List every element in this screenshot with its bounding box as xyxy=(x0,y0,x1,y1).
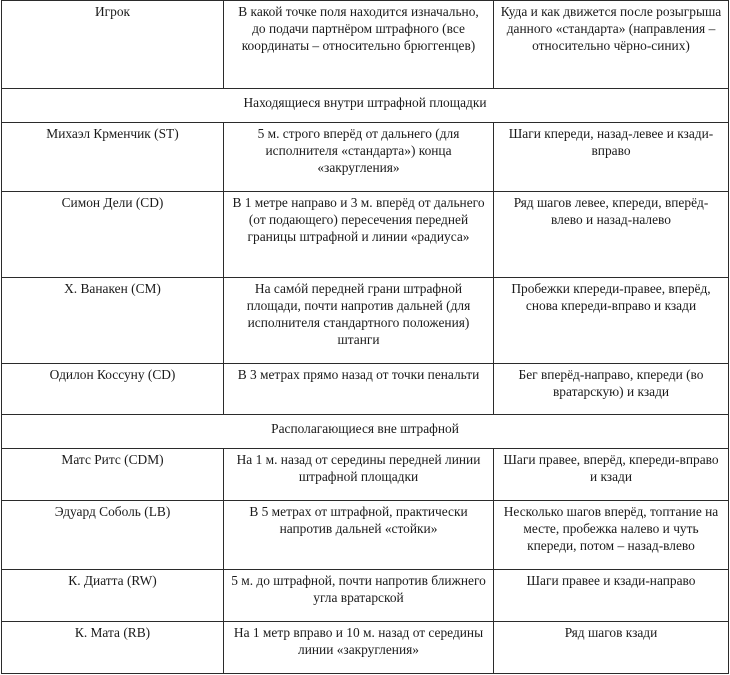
table-row xyxy=(2,364,729,415)
position-cell: 5 м. до штрафной, почти напротив ближнего угла вратарской xyxy=(224,570,494,622)
movement-cell: Ряд шагов кзади xyxy=(494,622,729,674)
movement-cell: Бег вперёд-направо, кпереди (во вратарскую) и кзади xyxy=(494,364,729,415)
player-cell: К. Мата (RB) xyxy=(2,622,224,674)
table-row xyxy=(2,622,729,674)
movement-cell: Несколько шагов вперёд, топтание на месте, пробежка налево и чуть кпереди, потом – назад-влево xyxy=(494,501,729,570)
movement-cell: Шаги правее и кзади-направо xyxy=(494,570,729,622)
movement-cell: Шаги кпереди, назад-левее и кзади-вправо xyxy=(494,123,729,192)
movement-cell: Шаги правее, вперёд, кпереди-вправо и кзади xyxy=(494,449,729,501)
section-row xyxy=(2,415,729,449)
table-row xyxy=(2,570,729,622)
position-cell: В 5 метрах от штрафной, практически напротив дальней «стойки» xyxy=(224,501,494,570)
header-player: Игрок xyxy=(2,1,224,89)
position-cell: На самóй передней грани штрафной площади, почти напротив дальней (для исполнителя стандартного положения) штанги xyxy=(224,278,494,364)
header-movement: Куда и как движется после розыгрыша данного «стандарта» (направления – относительно чёрно-синих) xyxy=(494,1,729,89)
table-row xyxy=(2,501,729,570)
section-row xyxy=(2,89,729,123)
player-cell: Эдуард Соболь (LB) xyxy=(2,501,224,570)
player-cell: Матс Ритс (CDM) xyxy=(2,449,224,501)
movement-cell: Пробежки кпереди-правее, вперёд, снова кпереди-вправо и кзади xyxy=(494,278,729,364)
position-cell: На 1 метр вправо и 10 м. назад от середины линии «закругления» xyxy=(224,622,494,674)
player-cell: К. Диатта (RW) xyxy=(2,570,224,622)
table-row xyxy=(2,449,729,501)
player-cell: Х. Ванакен (CM) xyxy=(2,278,224,364)
section-title-outside: Располагающиеся вне штрафной xyxy=(2,415,729,449)
players-table xyxy=(1,0,729,674)
table-row xyxy=(2,192,729,278)
player-cell: Симон Дели (CD) xyxy=(2,192,224,278)
player-cell: Михаэл Крменчик (ST) xyxy=(2,123,224,192)
position-cell: На 1 м. назад от середины передней линии штрафной площадки xyxy=(224,449,494,501)
player-cell: Одилон Коссуну (CD) xyxy=(2,364,224,415)
section-title-inside: Находящиеся внутри штрафной площадки xyxy=(2,89,729,123)
position-cell: В 1 метре направо и 3 м. вперёд от дальнего (от подающего) пересечения передней границы штрафной и линии «радиуса» xyxy=(224,192,494,278)
movement-cell: Ряд шагов левее, кпереди, вперёд-влево и назад-налево xyxy=(494,192,729,278)
table-row xyxy=(2,278,729,364)
position-cell: 5 м. строго вперёд от дальнего (для исполнителя «стандарта») конца «закругления» xyxy=(224,123,494,192)
header-position: В какой точке поля находится изначально, до подачи партнёром штрафного (все координаты – относительно брюггенцев) xyxy=(224,1,494,89)
header-row xyxy=(2,1,729,89)
table-row xyxy=(2,123,729,192)
position-cell: В 3 метрах прямо назад от точки пенальти xyxy=(224,364,494,415)
